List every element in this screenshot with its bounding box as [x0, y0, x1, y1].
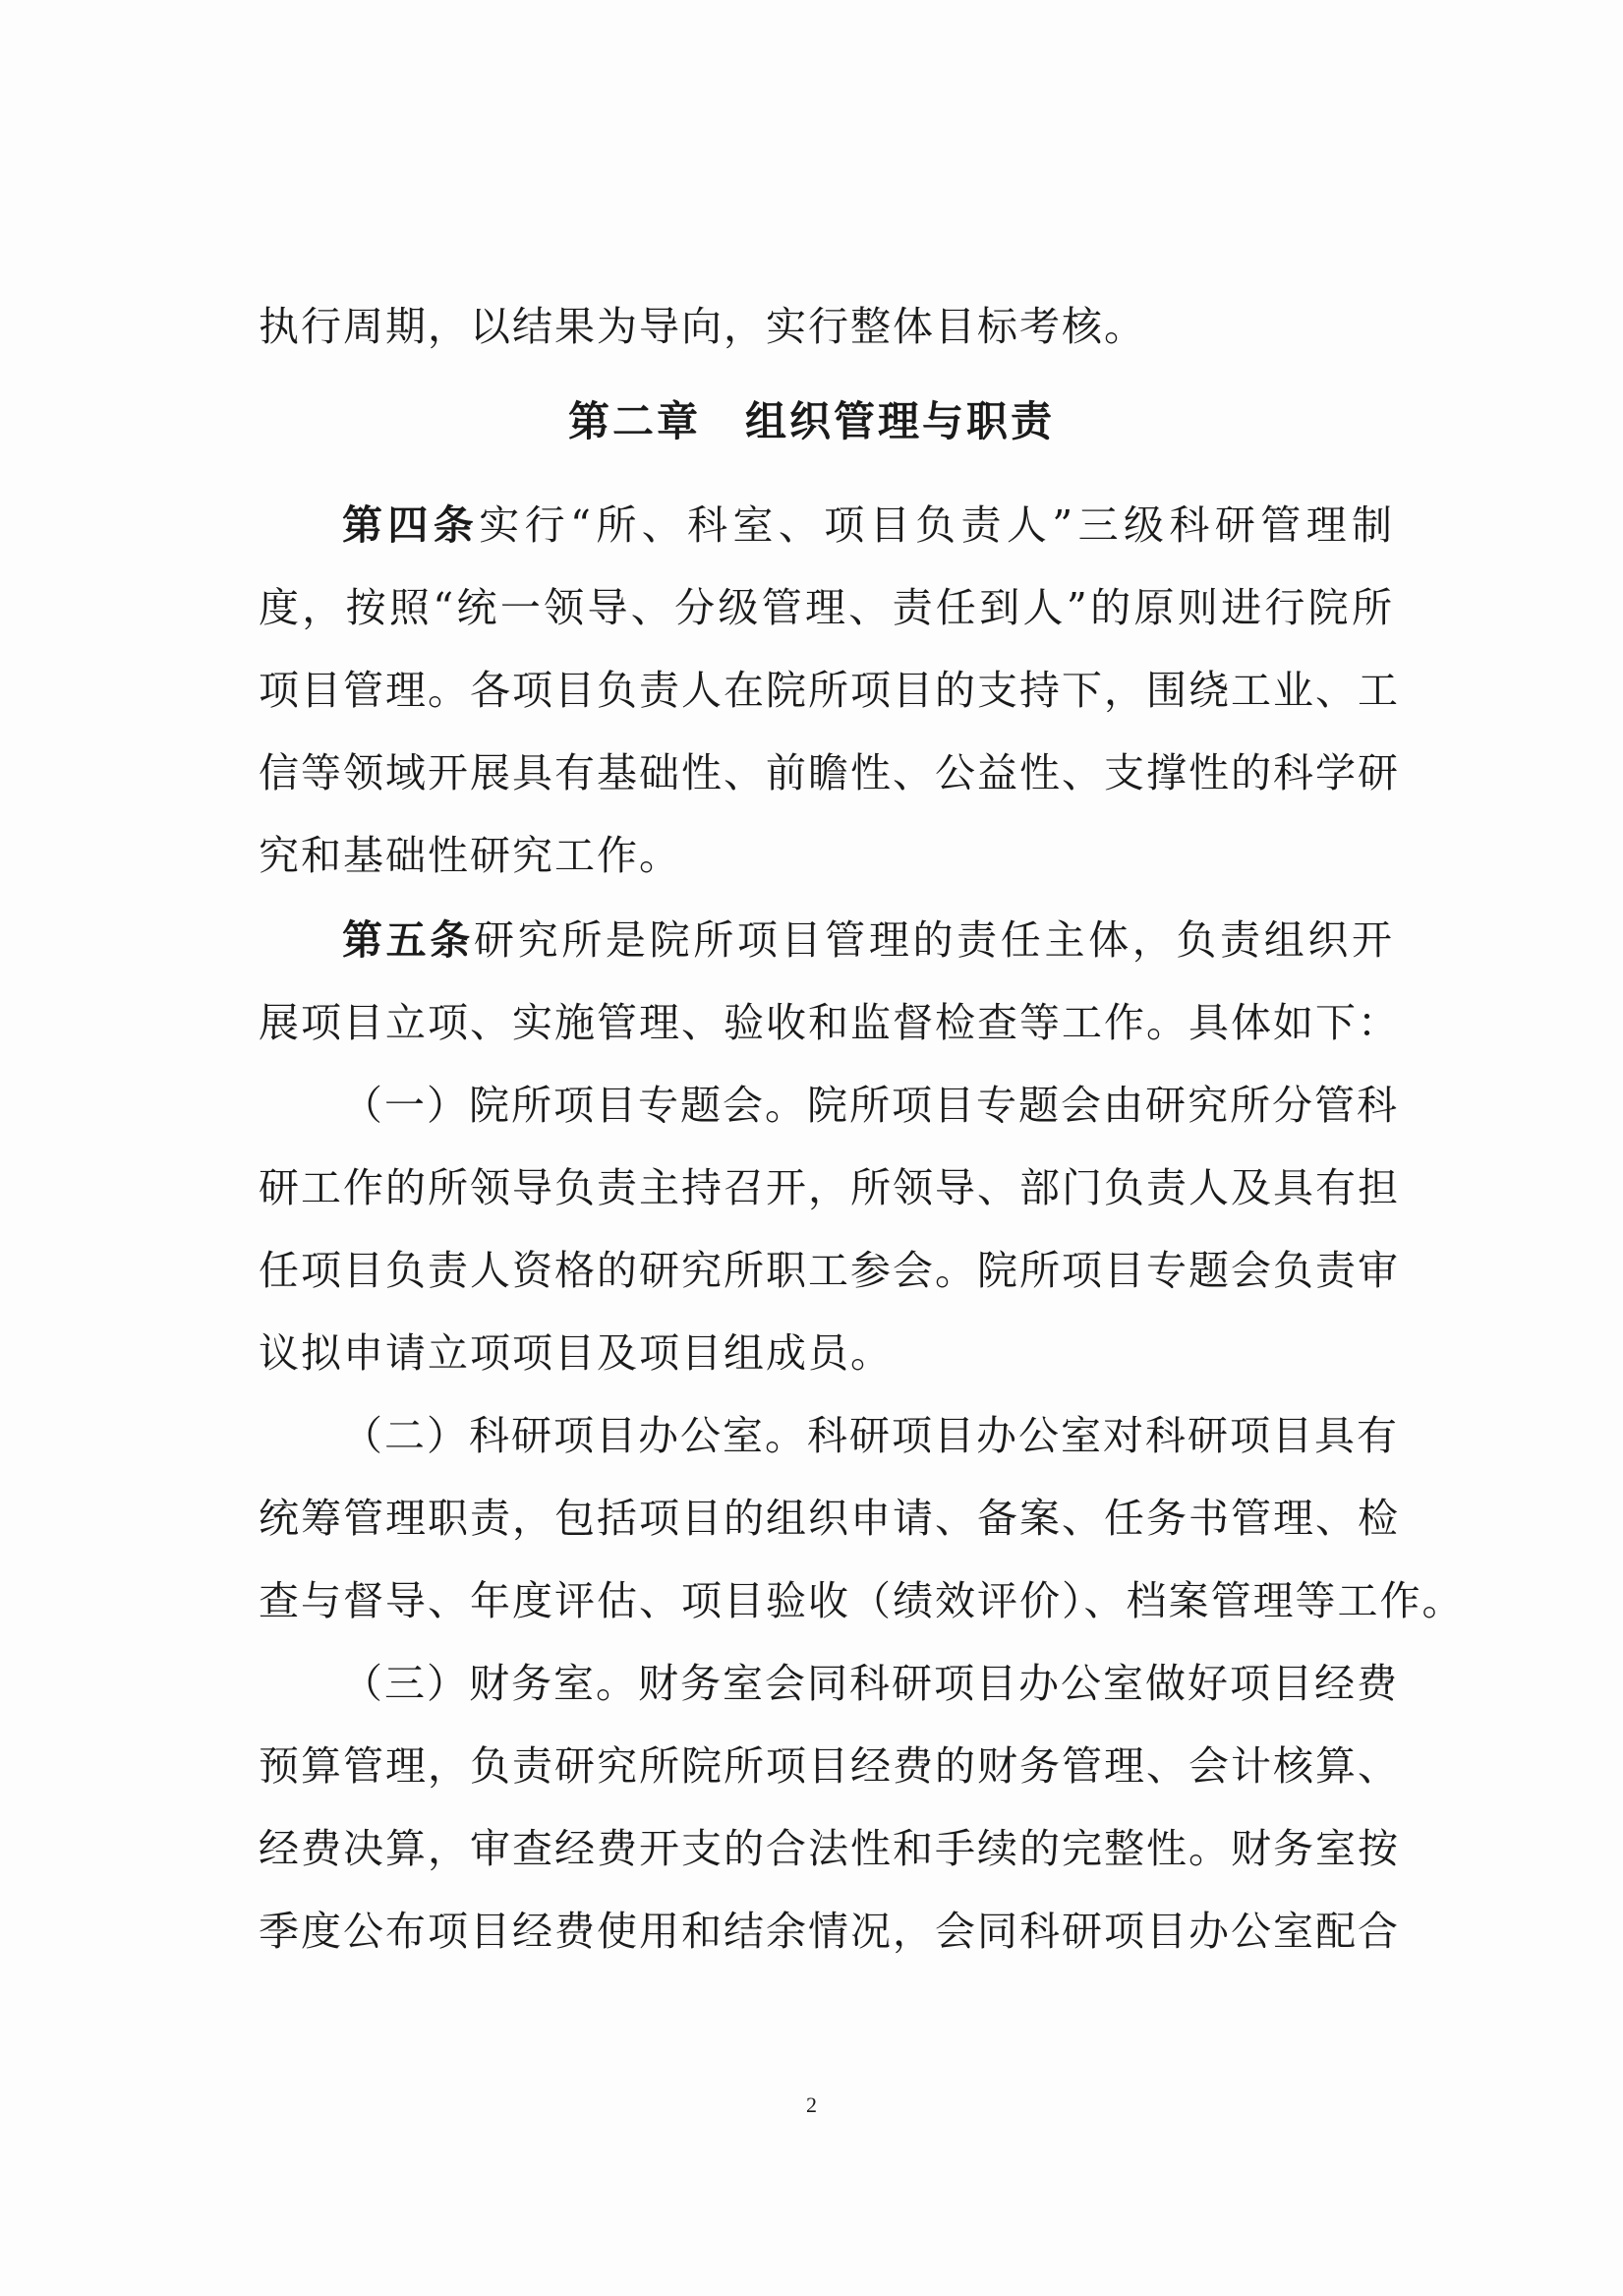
- text-line: 统筹管理职责，包括项目的组织申请、备案、任务书管理、检: [259, 1495, 1400, 1542]
- item-2: [259, 1394, 1465, 1642]
- item-1: [259, 1064, 1400, 1394]
- article-label: 第四条: [342, 501, 480, 549]
- article-label: 第五条: [342, 916, 474, 964]
- text-line: 研工作的所领导负责主持召开，所领导、部门负责人及具有担: [259, 1164, 1400, 1211]
- page-number: 2: [806, 2092, 817, 2117]
- text-line: 度，按照“统一领导、分级管理、责任到人”的原则进行院所: [259, 584, 1394, 631]
- text-line: 究和基础性研究工作。: [259, 832, 681, 879]
- article-5: [259, 899, 1400, 1064]
- text-line: 展项目立项、实施管理、验收和监督检查等工作。具体如下：: [259, 999, 1400, 1046]
- text-line: 第四条实行“所、科室、项目负责人”三级科研管理制: [342, 501, 1395, 549]
- text-line: 项目管理。各项目负责人在院所项目的支持下，围绕工业、工: [259, 667, 1400, 714]
- text-line: 第五条研究所是院所项目管理的责任主体，负责组织开: [342, 916, 1395, 964]
- text-line: （三）财务室。财务室会同科研项目办公室做好项目经费: [342, 1660, 1399, 1707]
- text-line: 查与督导、年度评估、项目验收（绩效评价）、档案管理等工作。: [259, 1577, 1465, 1624]
- text-line: 预算管理，负责研究所院所项目经费的财务管理、会计核算、: [259, 1742, 1400, 1790]
- item-3: [259, 1642, 1400, 1972]
- text-line: 议拟申请立项项目及项目组成员。: [259, 1329, 893, 1377]
- top-paragraph: [259, 285, 1394, 368]
- article-4: [259, 484, 1400, 897]
- text-line: （二）科研项目办公室。科研项目办公室对科研项目具有: [342, 1412, 1399, 1459]
- text-line: 任项目负责人资格的研究所职工参会。院所项目专题会负责审: [259, 1247, 1400, 1294]
- chapter-heading: 第二章 组织管理与职责: [567, 397, 1055, 445]
- text-line: 季度公布项目经费使用和结余情况，会同科研项目办公室配合: [259, 1908, 1400, 1955]
- text-line: （一）院所项目专题会。院所项目专题会由研究所分管科: [342, 1082, 1399, 1129]
- text-line: 信等领域开展具有基础性、前瞻性、公益性、支撑性的科学研: [259, 749, 1400, 796]
- text-line: 经费决算，审查经费开支的合法性和手续的完整性。财务室按: [259, 1825, 1400, 1872]
- text-line: 执行周期，以结果为导向，实行整体目标考核。: [259, 303, 1146, 350]
